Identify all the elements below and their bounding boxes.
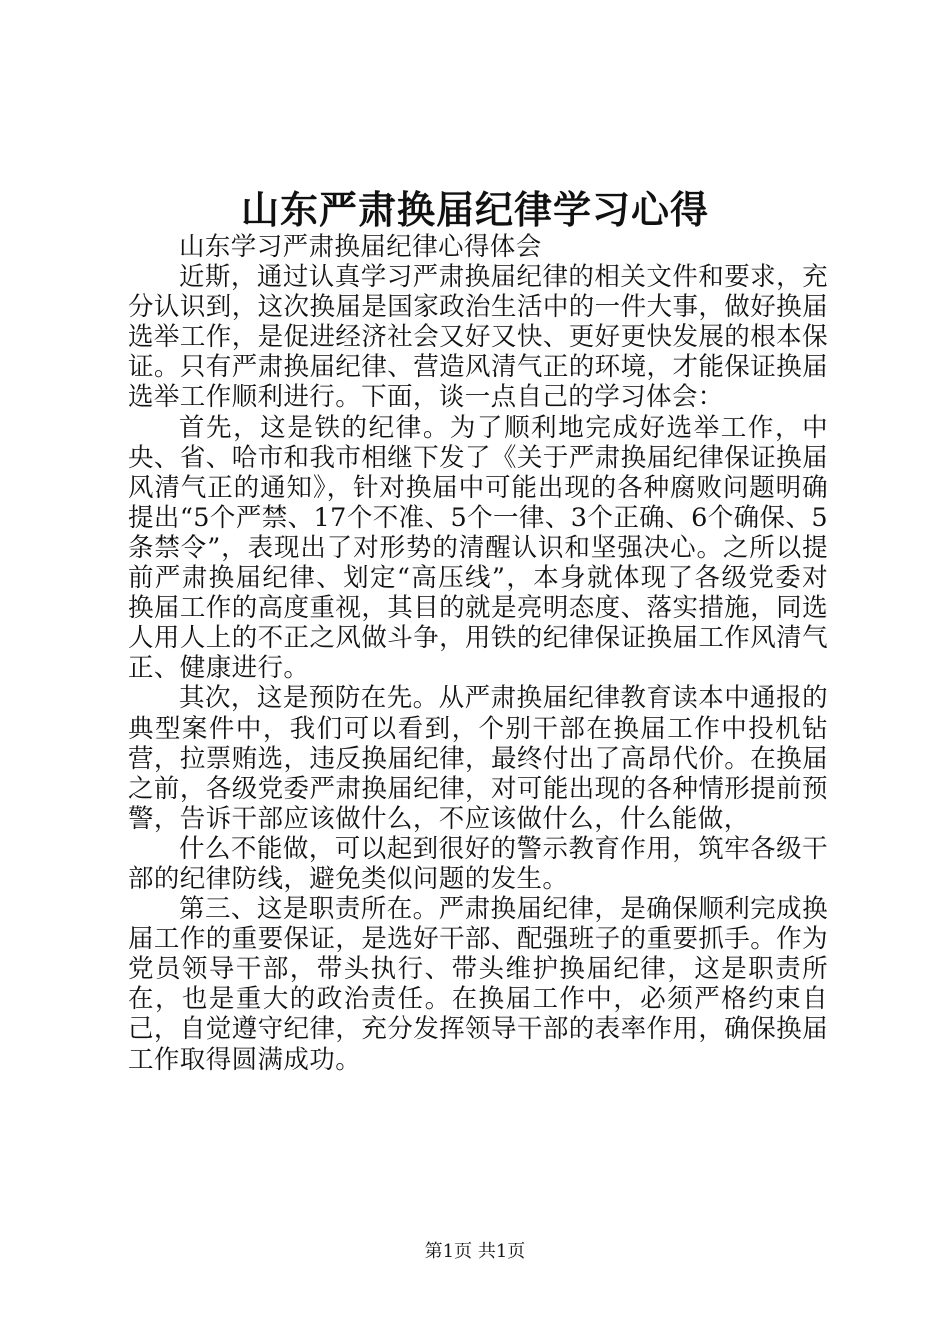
page-number-footer: 第1页 共1页 [424,1241,526,1262]
body-paragraph: 第三、这是职责所在。严肃换届纪律，是确保顺利完成换届工作的重要保证，是选好干部、配强班子的重要抓手。作为党员领导干部，带头执行、带头维护换届纪律，这是职责所在，也是重大的政治责任。在换届工作中，必须严格约束自己，自觉遵守纪律，充分发挥领导干部的表率作用，确保换届工作取得圆满成功。 [128,894,828,1075]
document-body [128,232,828,1075]
body-paragraph: 什么不能做，可以起到很好的警示教育作用，筑牢各级干部的纪律防线，避免类似问题的发生。 [128,833,828,894]
subtitle-paragraph: 山东学习严肃换届纪律心得体会 [179,232,542,262]
document-title: 山东严肃换届纪律学习心得 [240,187,709,232]
body-paragraph: 首先，这是铁的纪律。为了顺利地完成好选举工作，中央、省、哈市和我市相继下发了《关于严肃换届纪律保证换届风清气正的通知》，针对换届中可能出现的各种腐败问题明确提出“5个严禁、17个不准、5个一律、3个正确、6个确保、5条禁令”，表现出了对形势的清醒认识和坚强决心。之所以提前严肃换届纪律、划定“高压线”，本身就体现了各级党委对换届工作的高度重视，其目的就是亮明态度、落实措施，同选人用人上的不正之风做斗争，用铁的纪律保证换届工作风清气正、健康进行。 [128,412,828,684]
body-paragraph: 近斯，通过认真学习严肃换届纪律的相关文件和要求，充分认识到，这次换届是国家政治生活中的一件大事，做好换届选举工作，是促进经济社会又好又快、更好更快发展的根本保证。只有严肃换届纪律、营造风清气正的环境，才能保证换届选举工作顺利进行。下面，谈一点自己的学习体会： [128,262,828,413]
body-paragraph: 其次，这是预防在先。从严肃换届纪律教育读本中通报的典型案件中，我们可以看到，个别干部在换届工作中投机钻营，拉票贿选，违反换届纪律，最终付出了高昂代价。在换届之前，各级党委严肃换届纪律，对可能出现的各种情形提前预警，告诉干部应该做什么，不应该做什么，什么能做， [128,683,828,834]
